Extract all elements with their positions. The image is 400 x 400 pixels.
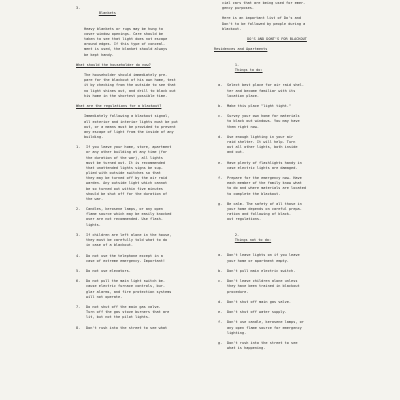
text-line: ment is used, the blanket should always	[84, 47, 168, 52]
text-line: Use enough lighting in your air	[227, 134, 294, 139]
list-item-number: d.	[218, 134, 223, 139]
list-item	[76, 269, 198, 274]
text-line: Do not shut off the main gas valve.	[86, 305, 161, 310]
householder-paragraph	[76, 73, 198, 99]
list-item	[76, 233, 198, 248]
text-line: over are not recommended. Use flash-	[86, 217, 163, 222]
blankets-title: Blankets	[98, 11, 116, 16]
list-item-body	[214, 104, 340, 109]
text-line: to do and where materials are located	[227, 186, 307, 191]
list-item-body	[76, 305, 198, 320]
list-item-body	[214, 341, 340, 351]
text-line: will not operate.	[86, 294, 123, 299]
text-line: your home or apartment empty.	[227, 258, 289, 263]
list-item-number: 5.	[76, 268, 81, 273]
text-line: Have plenty of flashlights handy in	[227, 160, 302, 165]
text-line: to complete the blackout.	[227, 191, 281, 196]
text-line: Prepare for the emergency now. Have	[227, 176, 302, 181]
list-item-body	[214, 202, 340, 223]
list-item-body	[76, 233, 198, 248]
things-not-title: Things not to do:	[234, 238, 272, 242]
list-item-number: 1.	[76, 145, 81, 150]
text-line: Be calm. The safety of all those in	[227, 201, 302, 206]
list-item-body	[214, 135, 340, 156]
do-list	[214, 83, 340, 227]
regulations-list	[76, 145, 198, 336]
text-line: each member of the family know what	[227, 181, 302, 186]
text-line: Don't to be followed by people during a	[222, 21, 306, 26]
blankets-number: 3.	[76, 6, 81, 11]
list-item	[214, 300, 340, 305]
text-line: Don't use candle, kerosene lamps, or	[227, 320, 304, 325]
text-line: and out.	[227, 150, 245, 155]
text-line: Immediately following a blackout signal,	[84, 114, 170, 119]
text-line: Don't rush into the street to see what	[86, 325, 168, 330]
text-line: flame source which may be easily knocked	[86, 212, 172, 217]
text-line: be so turned out within five minutes	[86, 186, 163, 191]
list-item-body	[76, 279, 198, 300]
text-line: they have been trained in blackout	[227, 284, 300, 289]
text-line: them right now.	[227, 124, 260, 129]
list-item	[214, 320, 340, 335]
regulations-question: What are the regulations for a blackout?	[76, 104, 162, 109]
text-line: procedure.	[227, 289, 249, 294]
list-item-body	[76, 326, 198, 331]
emergency-cars-paragraph	[214, 1, 340, 11]
list-item	[214, 83, 340, 98]
intro-paragraph	[214, 16, 340, 31]
text-line: any open flame source for emergency	[227, 325, 302, 330]
list-item	[214, 176, 340, 197]
list-item-number: f.	[218, 176, 223, 181]
text-line: warden. Any outside light which cannot	[86, 181, 168, 186]
list-item	[214, 114, 340, 129]
text-line: Don't pull main electric switch.	[227, 268, 296, 273]
list-item-number: a.	[218, 253, 223, 258]
text-line: should be shut off for the duration of	[86, 191, 168, 196]
list-item-body	[214, 176, 340, 197]
list-item-number: 3.	[76, 232, 81, 237]
text-line: case electric lights are damaged.	[227, 165, 298, 170]
text-line: the duration of the war), all lights	[86, 155, 163, 160]
list-item-body	[214, 83, 340, 98]
text-line: no light shines out, and drill to black out	[84, 88, 176, 93]
text-line: cause electric furnace controls, bur-	[86, 284, 166, 289]
things-not-number: 2.	[234, 232, 240, 237]
list-item-number: c.	[218, 114, 223, 119]
text-line: out all other lights, both inside	[227, 145, 298, 150]
text-line: the war.	[86, 196, 104, 201]
list-item-body	[214, 320, 340, 335]
list-item-body	[76, 207, 198, 228]
list-item-number: 7.	[76, 305, 81, 310]
list-item-number: 6.	[76, 279, 81, 284]
dos-donts-title: DO'S AND DONT'S FOR BLACKOUT	[247, 37, 307, 42]
text-line: Candles, kerosene lamps, or any open	[86, 207, 163, 212]
text-line: out regulations.	[227, 217, 262, 222]
dont-list	[214, 253, 340, 356]
things-not-heading	[214, 228, 340, 249]
right-column	[214, 1, 340, 356]
text-line: Do not use elevators.	[86, 268, 131, 273]
text-line: Survey your own home for materials	[227, 114, 300, 119]
list-item-number: f.	[218, 320, 223, 325]
list-item-number: a.	[218, 83, 223, 88]
text-line: building.	[84, 134, 104, 139]
list-item-body	[214, 300, 340, 305]
text-line: ration and following of black-	[227, 212, 292, 217]
list-item	[76, 326, 198, 331]
text-line: pare for the blackout of his own home, test	[84, 78, 176, 83]
text-line: Here is an important list of Do's and	[222, 16, 302, 21]
text-line: case of extreme emergency. Important!	[86, 258, 166, 263]
list-item-body	[214, 269, 340, 274]
text-line: any escape of light from the inside of any	[84, 129, 174, 134]
text-line: lit, but not the pilot lights.	[86, 315, 151, 320]
blankets-heading	[76, 1, 198, 22]
text-line: what is happening.	[227, 346, 266, 351]
list-item-number: 2.	[76, 207, 81, 212]
list-item-body	[214, 114, 340, 129]
things-to-do-title: Things to do:	[234, 67, 263, 72]
text-line: lighting.	[227, 330, 247, 335]
things-to-do-heading	[214, 58, 340, 79]
text-line: Make this place "light tight."	[227, 104, 292, 109]
residences-title: Residences and Apartments	[214, 47, 268, 52]
text-line: Do not pull the main light switch be-	[86, 279, 166, 284]
things-to-do-number: 1.	[234, 62, 240, 67]
text-line: gency purposes.	[222, 6, 255, 11]
text-line: around edges. If this type of conceal-	[84, 42, 166, 47]
text-line: If you leave your home, store, apartment	[86, 145, 172, 150]
list-item	[76, 254, 198, 264]
list-item-body	[214, 310, 340, 315]
text-line: Turn off the gas stove burners that are	[86, 310, 170, 315]
text-line: his home in the shortest possible time.	[84, 93, 168, 98]
text-line: Don't shut off water supply.	[227, 310, 287, 315]
householder-question: What should the householder do now?	[76, 62, 151, 67]
text-line: blackout.	[222, 26, 242, 31]
text-line: plied with outside switches so that	[86, 171, 161, 176]
blankets-paragraph	[76, 27, 198, 58]
text-line: they must be carefully told what to do	[86, 238, 168, 243]
list-item	[214, 341, 340, 351]
text-line: must be turned out. It is recommended	[86, 160, 166, 165]
text-line: lights.	[86, 222, 101, 227]
list-item	[214, 135, 340, 156]
text-line: cover window openings. Care should be	[84, 31, 164, 36]
list-item	[214, 269, 340, 274]
text-line: all exterior and interior lights must be put	[84, 119, 178, 124]
list-item	[214, 253, 340, 263]
list-item-body	[214, 161, 340, 171]
text-line: in case of a blackout.	[86, 243, 133, 248]
list-item-body	[76, 269, 198, 274]
list-item	[76, 145, 198, 202]
text-line: Don't shut off main gas valve.	[227, 299, 292, 304]
list-item	[214, 161, 340, 171]
regulations-paragraph	[76, 114, 198, 140]
text-line: it by checking from the outside to see that	[84, 83, 176, 88]
text-line: they may be turned off by the air raid	[86, 176, 168, 181]
text-line: If children are left alone in the house,	[86, 232, 172, 237]
text-line: Don't rush into the street to see	[227, 341, 298, 346]
text-line: your home depends on careful prepa-	[227, 207, 302, 212]
text-line: Select best place for air raid shel-	[227, 83, 304, 88]
list-item	[76, 279, 198, 300]
text-line: The householder should immediately pre-	[84, 73, 168, 78]
text-line: Heavy blankets or rugs may be hung to	[84, 26, 164, 31]
text-line: or any other building at any time (for	[86, 150, 168, 155]
list-item-body	[76, 145, 198, 202]
list-item-number: 8.	[76, 325, 81, 330]
list-item-body	[76, 254, 198, 264]
list-item	[214, 104, 340, 109]
list-item-number: b.	[218, 104, 223, 109]
text-line: raid shelter. It will help. Turn	[227, 140, 296, 145]
left-column	[76, 1, 198, 336]
list-item-number: 4.	[76, 253, 81, 258]
list-item-body	[214, 253, 340, 263]
list-item-number: e.	[218, 160, 223, 165]
text-line: Don't leave lights on if you leave	[227, 253, 300, 258]
list-item-body	[214, 279, 340, 294]
text-line: ter and become familiar with its	[227, 88, 296, 93]
list-item	[76, 305, 198, 320]
text-line: cial cars that are being used for emer-	[222, 1, 306, 5]
text-line: glar alarms, and fire protection systems	[86, 289, 172, 294]
list-item-number: g.	[218, 341, 223, 346]
text-line: taken to see that light does not escape	[84, 37, 168, 42]
text-line: be kept handy.	[84, 52, 114, 57]
text-line: out, or a means must be provided to prevent	[84, 124, 176, 129]
text-line: that unattended lights signs be sup-	[86, 165, 163, 170]
text-line: Don't leave children alone unless	[227, 279, 298, 284]
list-item-number: c.	[218, 279, 223, 284]
text-line: location place.	[227, 93, 260, 98]
list-item	[214, 279, 340, 294]
list-item-number: g.	[218, 201, 223, 206]
text-line: Do not use the telephone except in a	[86, 253, 163, 258]
list-item	[214, 202, 340, 223]
list-item	[76, 207, 198, 228]
list-item-number: b.	[218, 268, 223, 273]
text-line: to black out windows. You may have	[227, 119, 300, 124]
list-item	[214, 310, 340, 315]
list-item-number: d.	[218, 299, 223, 304]
list-item-number: e.	[218, 310, 223, 315]
